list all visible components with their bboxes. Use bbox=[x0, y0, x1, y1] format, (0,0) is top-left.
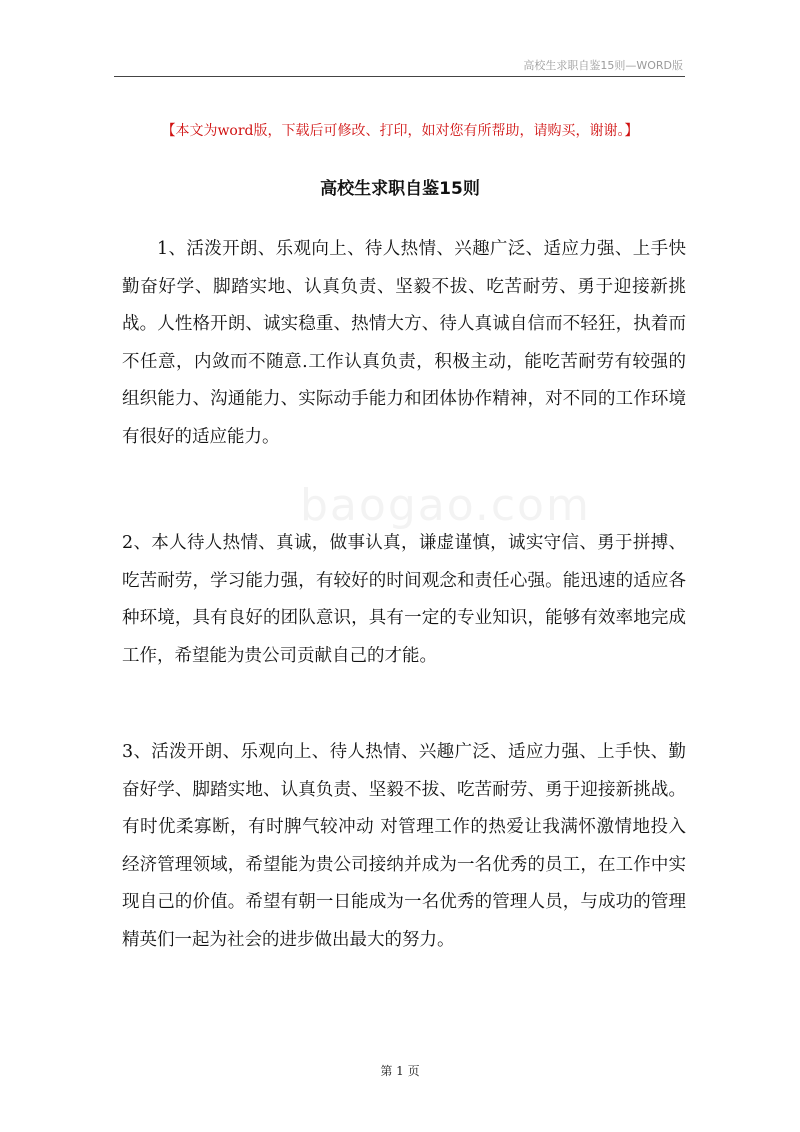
paragraph-1: 1、活泼开朗、乐观向上、待人热情、兴趣广泛、适应力强、上手快勤奋好学、脚踏实地、认真负责、坚毅不拔、吃苦耐劳、勇于迎接新挑战。人性格开朗、诚实稳重、热情大方、待人真诚自信而不轻狂，执着而不任意，内敛而不随意.工作认真负责，积极主动，能吃苦耐劳有较强的组织能力、沟通能力、实际动手能力和团体协作精神，对不同的工作环境有很好的适应能力。 bbox=[122, 239, 686, 447]
running-title: 高校生求职自鉴15则—WORD版 bbox=[523, 59, 683, 72]
page-header bbox=[114, 54, 685, 77]
page-number: 第 1 页 bbox=[380, 1064, 420, 1078]
document-title: 高校生求职自鉴15则 bbox=[320, 179, 480, 199]
paragraph-3: 3、活泼开朗、乐观向上、待人热情、兴趣广泛、适应力强、上手快、勤奋好学、脚踏实地、认真负责、坚毅不拔、吃苦耐劳、勇于迎接新挑战。 有时优柔寡断，有时脾气较冲动 对管理工作的热爱让我满怀激情地投入经济管理领域，希望能为贵公司接纳并成为一名优秀的员工，在工作中实现自己的价值。希望有朝一日能成为一名优秀的管理人员，与成功的管理精英们一起为社会的进步做出最大的努力。 bbox=[122, 742, 686, 950]
watermark: baogao.com bbox=[300, 480, 591, 531]
download-notice: 【本文为word版，下载后可修改、打印，如对您有所帮助，请购买，谢谢。】 bbox=[161, 123, 639, 139]
paragraph-2: 2、本人待人热情、真诚，做事认真，谦虚谨慎，诚实守信、勇于拼搏、吃苦耐劳，学习能力强，有较好的时间观念和责任心强。能迅速的适应各种环境，具有良好的团队意识，具有一定的专业知识，能够有效率地完成工作，希望能为贵公司贡献自己的才能。 bbox=[122, 533, 686, 666]
